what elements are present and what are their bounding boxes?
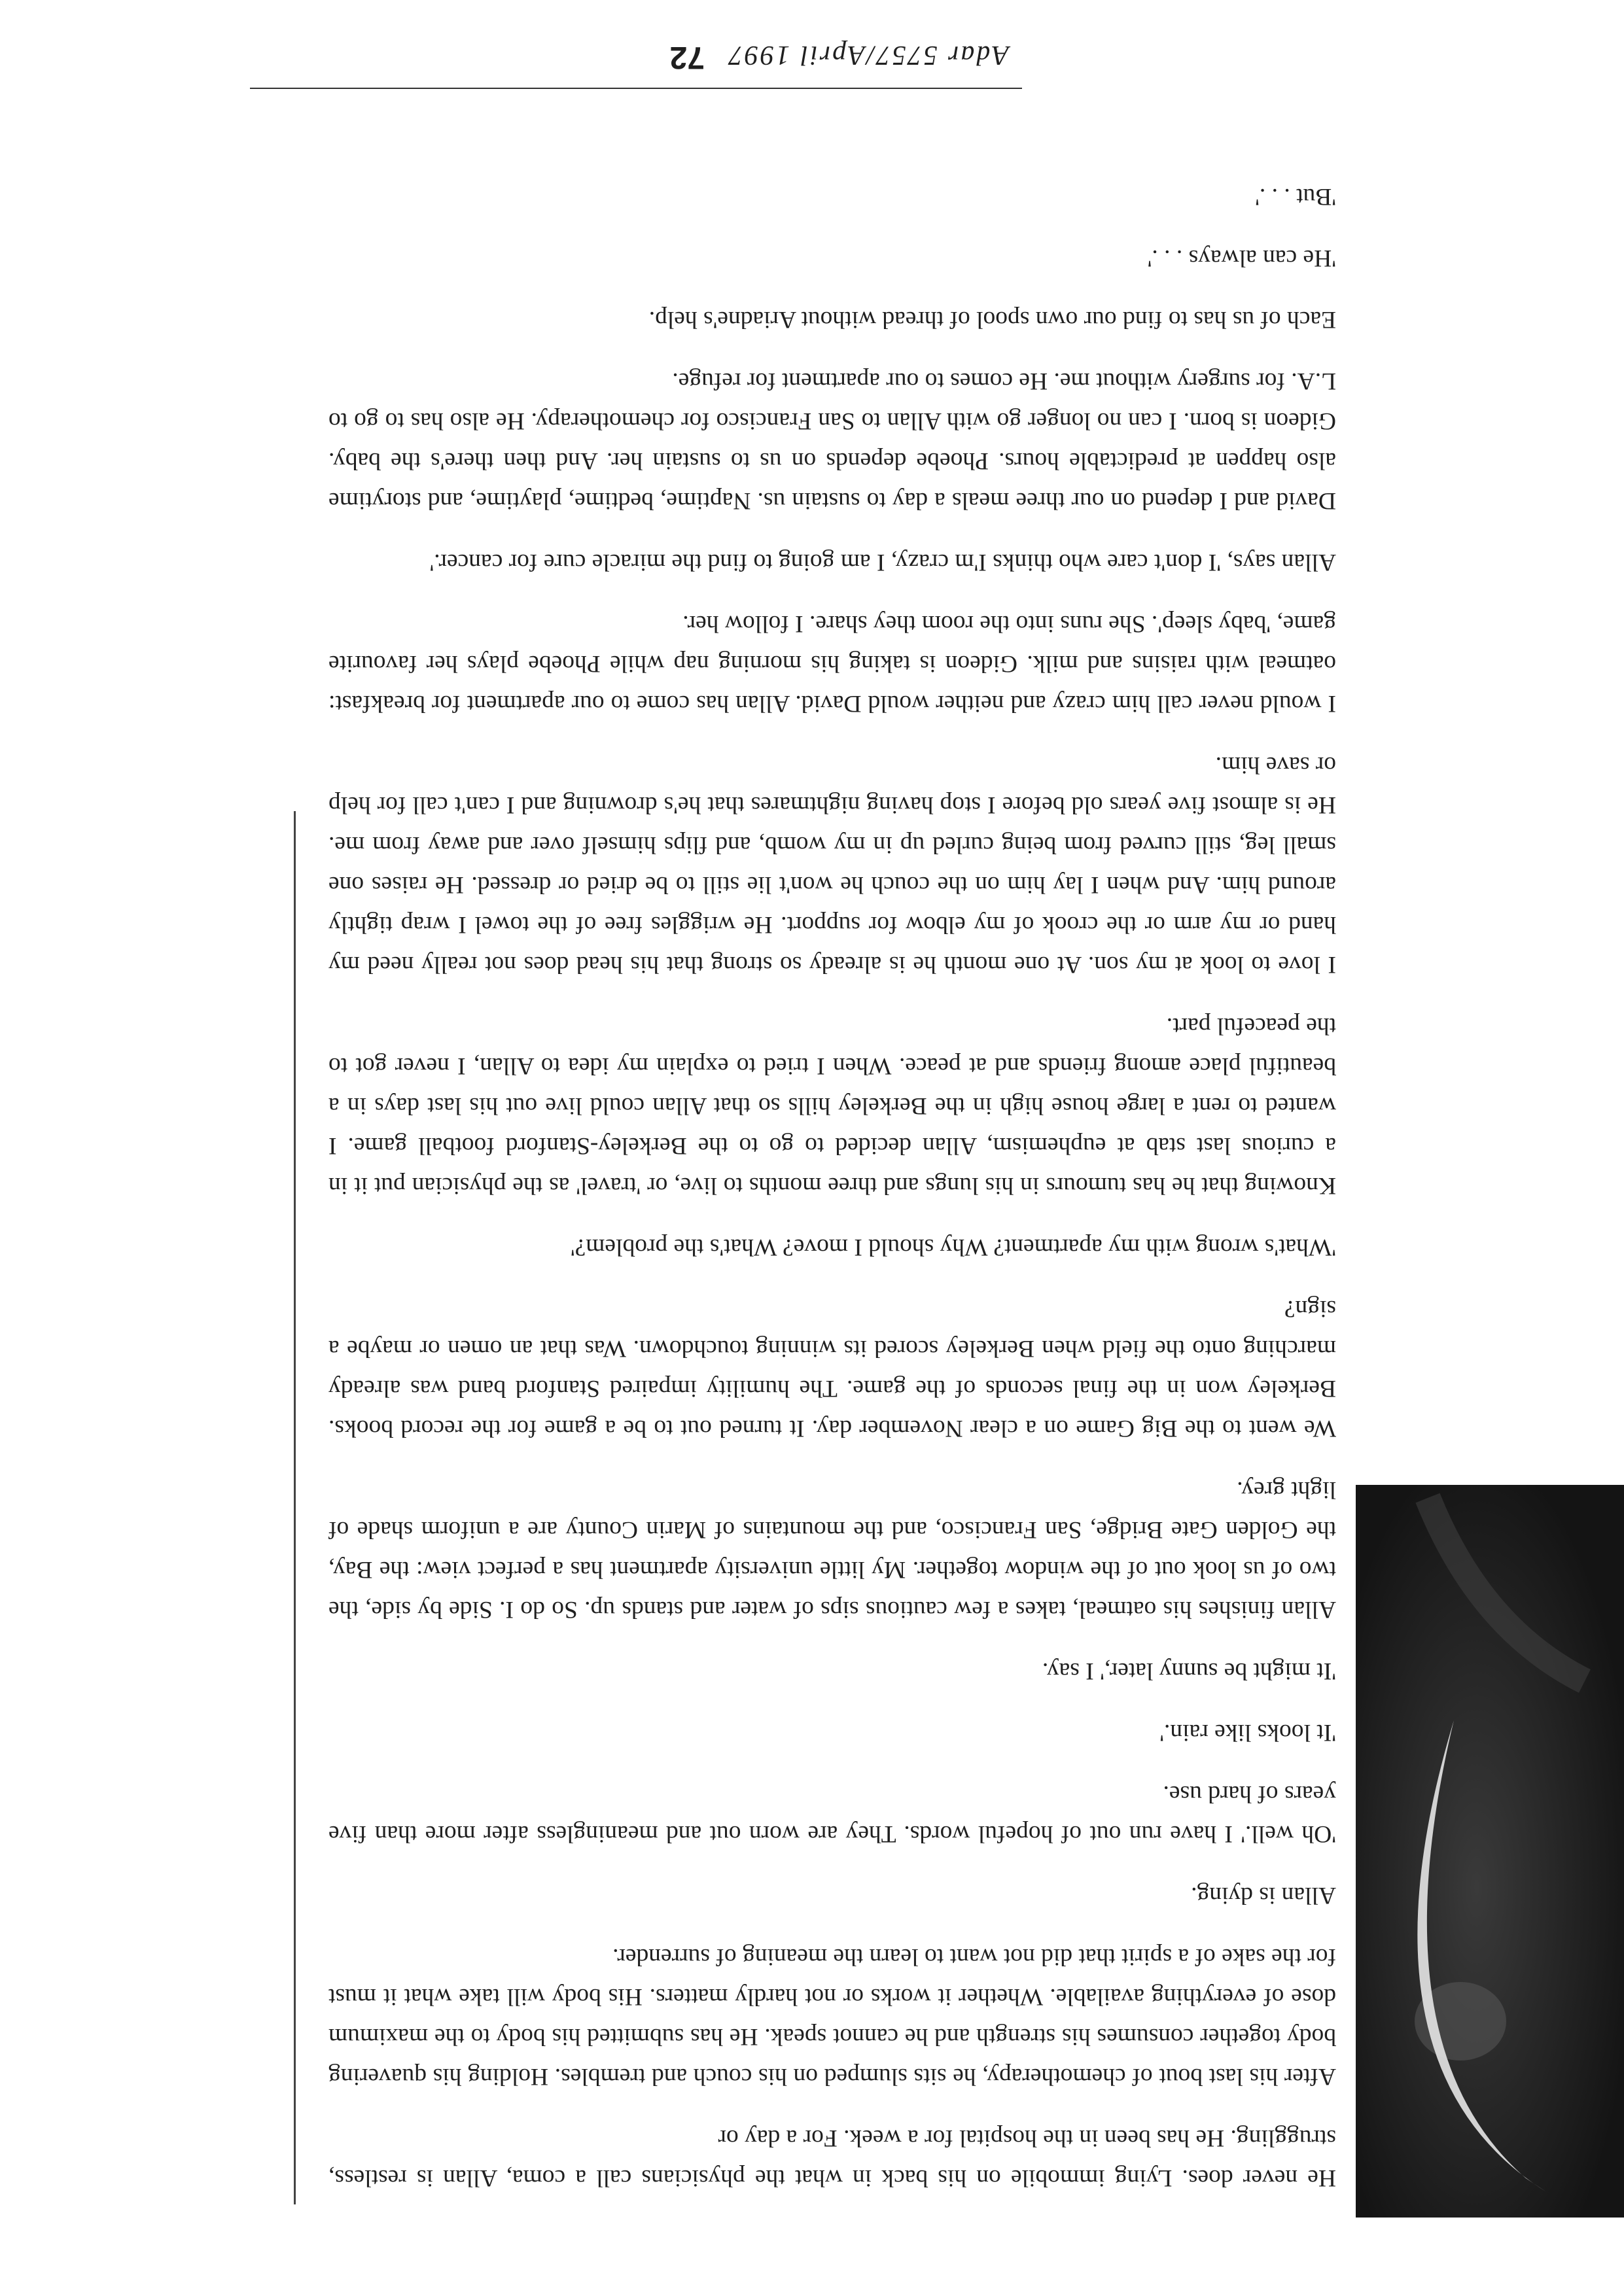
- paragraph: He never does. Lying immobile on his back in what the physicians call a coma, Allan is restless, struggling. He has been in the hospital for a week. For a day or: [328, 2125, 1336, 2191]
- crescent-image: [1356, 1485, 1624, 2218]
- paragraph: Allan is dying.: [1191, 1882, 1336, 1909]
- paragraph: After his last bout of chemotherapy, he sits slumped on his couch and trembles. Holding his quavering body together consumes his strength and he cannot speak. He has submitted his body to the maximum dose of everything available. Whether it works or not hardly matters. His body will take what it must for the sake of a spirit that did not want to learn the meaning of surrender.: [328, 1943, 1336, 2090]
- header-rule: [250, 88, 1022, 89]
- margin-rule: [294, 811, 296, 2204]
- paragraph: I would never call him crazy and neither would David. Allan has come to our apartment for breakfast: oatmeal with raisins and milk. Gideon is taking his morning nap while Phoebe plays her favourite game, 'baby sleep'. She runs into the room they share. I follow her.: [328, 610, 1336, 717]
- paragraph: I love to look at my son. At one month he is already so strong that his head does not really need my hand or my arm or the crook of my elbow for support. He wriggles free of the towel I wrap tightly around him. And when I lay him on the couch he won't lie still to be dried or dressed. He raises one small leg, still curved from being curled up in my womb, and flips himself over and away from me. He is almost five years old before I stop having nightmares that he's drowning and I can't call for help or save him.: [328, 752, 1336, 978]
- paragraph: David and I depend on our three meals a day to sustain us. Naptime, bedtime, playtime, and storytime also happen at predictable hours. Phoebe depends on us to sustain her. And then there's the baby. Gideon is born. I can no longer go with Allan to San Francisco for chemotherapy. He also has to go to L.A. for surgery without me. He comes to our apartment for refuge.: [328, 368, 1336, 514]
- page-number: 72: [669, 40, 705, 75]
- body-text: [328, 155, 1336, 2198]
- paragraph: 'He can always . . .': [1147, 245, 1336, 271]
- paragraph: 'It looks like rain.': [1159, 1719, 1336, 1746]
- paragraph: Knowing that he has tumours in his lungs and three months to live, or 'travel' as the physician put it in a curious last stab at euphemism, Allan decided to go to the Berkeley-Stanford football game. I wanted to rent a large house high in the Berkeley hills so that Allan could live out his last days in a beautiful place among friends and at peace. When I tried to explain my idea to Allan, I never got to the peaceful part.: [328, 1013, 1336, 1199]
- paragraph: 'Oh well.' I have run out of hopeful words. They are worn out and meaningless after more than five years of hard use.: [328, 1781, 1336, 1847]
- running-head: Adar 5757/April 1997: [726, 40, 1009, 70]
- paragraph: We went to the Big Game on a clear November day. It turned out to be a game for the record books. Berkeley won in the final seconds of the game. The humility impaired Stanford band was already marching onto the field when Berkeley scored its winning touchdown. Was that an omen or maybe a sign?: [328, 1295, 1336, 1442]
- paragraph: Allan says, 'I don't care who thinks I'm crazy, I am going to find the miracle cure for cancer.': [429, 549, 1336, 576]
- paragraph: Allan finishes his oatmeal, takes a few cautious sips of water and stands up. So do I. Side by side, the two of us look out of the window together. My little university apartment has a perfect view: the Bay, the Golden Gate Bridge, San Francisco, and the mountains of Marin County are a uniform shade of light grey.: [328, 1476, 1336, 1623]
- running-header: [250, 39, 1009, 78]
- paragraph: 'But . . .': [1255, 183, 1336, 210]
- paragraph: 'What's wrong with my apartment? Why should I move? What's the problem?': [570, 1234, 1336, 1261]
- paragraph: Each of us has to find our own spool of thread without Ariadne's help.: [648, 306, 1336, 333]
- paragraph: 'It might be sunny later,' I say.: [1042, 1658, 1336, 1684]
- crescent-photo: [1356, 1485, 1624, 2218]
